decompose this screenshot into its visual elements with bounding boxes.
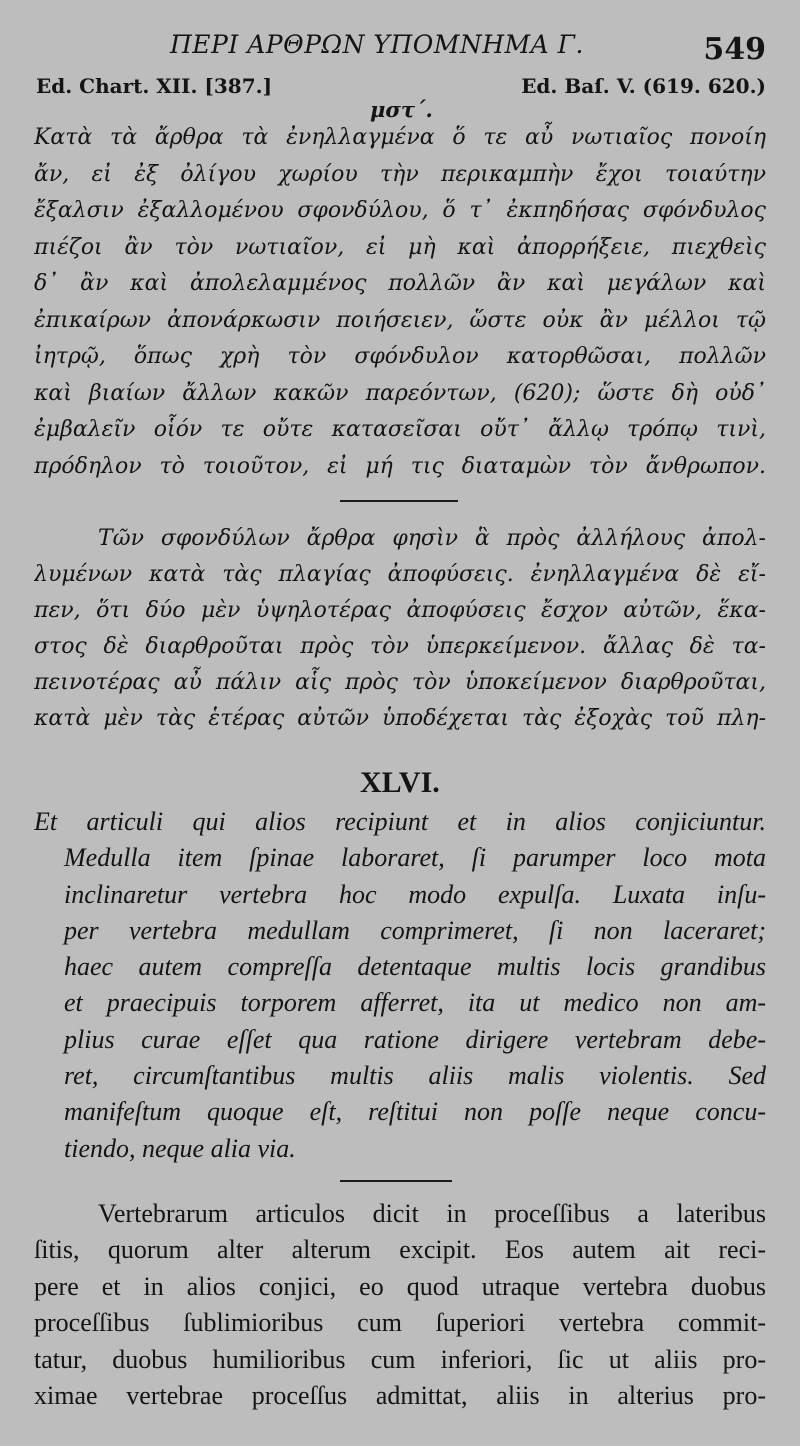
text-line: Vertebrarum articulos dicit in proceſſibus a lateribus: [98, 1199, 766, 1228]
section-divider: [340, 500, 458, 502]
text-line: manifeſtum quoque eſt, reſtitui non poſſe neque concu-: [64, 1097, 766, 1127]
text-line: haec autem compreſſa detentaque multis locis grandibus: [64, 952, 766, 982]
text-line: tatur, duobus humilioribus cum inferiori, ſic ut aliis pro-: [34, 1344, 766, 1374]
text-line: proceſſibus ſublimioribus cum ſuperiori vertebra commit-: [34, 1308, 766, 1338]
section-number: XLVI.: [360, 766, 440, 799]
text-line: ἐμβαλεῖν οἷόν τε οὔτε κατασεῖσαι οὔτ᾽ ἄλλῳ τρόπῳ τινὶ,: [34, 417, 766, 442]
text-line: πεινοτέρας αὖ πάλιν αἷς πρὸς τὸν ὑποκείμενον διαρθροῦται,: [34, 670, 766, 695]
text-line: κατὰ μὲν τὰς ἑτέρας αὐτῶν ὑποδέχεται τὰς ἐξοχὰς τοῦ πλη-: [34, 706, 766, 731]
greek-section-label: μστ΄.: [370, 97, 433, 122]
text-line: λυμένων κατὰ τὰς πλαγίας ἀποφύσεις. ἐνηλλαγμένα δὲ εἴ-: [34, 562, 766, 587]
text-line: ἔξαλσιν ἐξαλλομένου σφονδύλου, ὅ τ᾽ ἐκπηδήσας σφόνδυλος: [34, 198, 766, 223]
text-line: et praecipuis torporem afferret, ita ut medico non am-: [64, 988, 766, 1018]
text-line: ἄν, εἰ ἐξ ὀλίγου χωρίου τὴν περικαμπὴν ἔχοι τοιαύτην: [34, 161, 766, 187]
text-line: plius curae eſſet qua ratione dirigere vertebram debe-: [64, 1024, 766, 1054]
text-line: πρόδηλον τὸ τοιοῦτον, εἰ μή τις διαταμὼν τὸν ἄνθρωπον.: [34, 453, 766, 479]
latin-hippocrates-text: [34, 804, 766, 1167]
page-number: 549: [703, 32, 766, 67]
text-line: πιέζοι ἂν τὸν νωτιαῖον, εἰ μὴ καὶ ἀπορρήξειε, πιεχθεὶς: [34, 234, 766, 260]
text-line: Κατὰ τὰ ἄρθρα τὰ ἐνηλλαγμένα ὅ τε αὖ νωτιαῖος πονοίη: [34, 125, 766, 150]
text-line: Medulla item ſpinae laboraret, ſi parumper loco mota: [64, 843, 766, 873]
text-line: δ᾽ ἂν καὶ ἀπολελαμμένος πολλῶν ἂν καὶ μεγάλων καὶ: [34, 271, 766, 296]
text-line: πεν, ὅτι δύο μὲν ὑψηλοτέρας ἀποφύσεις ἔσχον αὐτῶν, ἕκα-: [34, 598, 766, 623]
latin-galen-commentary: [34, 1196, 766, 1414]
edition-reference-chart: Ed. Chart. XII. [387.]: [36, 74, 273, 98]
text-line: ἰητρῷ, ὅπως χρὴ τὸν σφόνδυλον κατορθῶσαι, πολλῶν: [34, 344, 766, 369]
text-line: pere et in alios conjici, eo quod utraque vertebra duobus: [34, 1271, 766, 1301]
text-line: στος δὲ διαρθροῦται πρὸς τὸν ὑπερκείμενον. ἄλλας δὲ τα-: [34, 634, 766, 659]
text-line: Τῶν σφονδύλων ἄρθρα φησὶν ἃ πρὸς ἀλλήλους ἀπολ-: [98, 526, 766, 551]
running-title: ΠΕΡΙ ΑΡΘΡΩΝ ΥΠΟΜΝΗΜΑ Γ.: [170, 30, 584, 59]
text-line: tiendo, neque alia via.: [64, 1133, 296, 1163]
greek-galen-commentary: [34, 521, 766, 737]
section-divider: [340, 1180, 452, 1182]
text-line: inclinaretur vertebra hoc modo expulſa. Luxata inſu-: [64, 879, 766, 909]
text-line: ἐπικαίρων ἀπονάρκωσιν ποιήσειεν, ὥστε οὐκ ἂν μέλλοι τῷ: [34, 307, 766, 333]
text-line: ſitis, quorum alter alterum excipit. Eos autem ait reci-: [34, 1235, 766, 1265]
text-line: Et articuli qui alios recipiunt et in alios conjiciuntur.: [34, 807, 766, 836]
edition-reference-basel: Ed. Baſ. V. (619. 620.): [521, 74, 766, 98]
text-line: ximae vertebrae proceſſus admittat, aliis in alterius pro-: [34, 1380, 766, 1410]
text-line: ret, circumſtantibus multis aliis malis violentis. Sed: [64, 1061, 766, 1091]
text-line: καὶ βιαίων ἄλλων κακῶν παρεόντων, (620); ὥστε δὴ οὐδ᾽: [34, 380, 766, 406]
text-line: per vertebra medullam comprimeret, ſi non laceraret;: [64, 915, 766, 945]
greek-hippocrates-text: [34, 120, 766, 485]
